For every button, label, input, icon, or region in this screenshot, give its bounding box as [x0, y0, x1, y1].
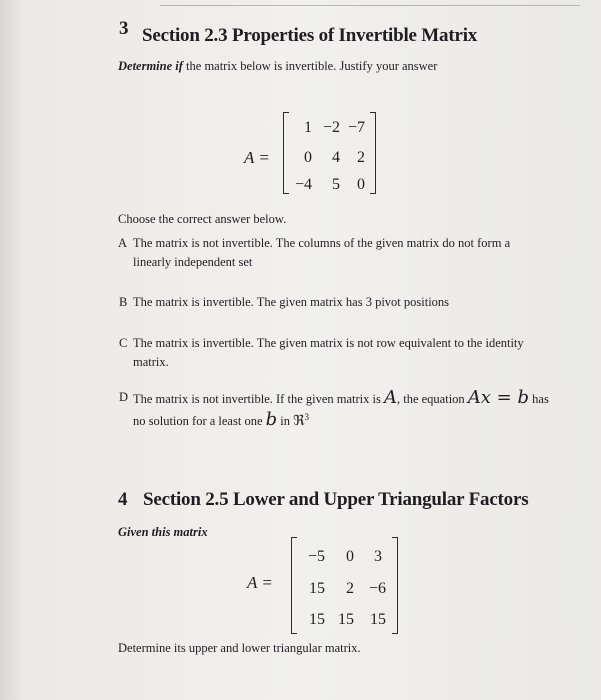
- option-d[interactable]: [119, 387, 559, 431]
- option-c[interactable]: [119, 334, 539, 369]
- q4-prompt-text: Given this matrix: [118, 525, 208, 539]
- option-c-letter: C: [119, 336, 128, 350]
- option-d-line-2: [133, 408, 309, 431]
- q4-title: Section 2.5 Lower and Upper Triangular Factors: [143, 489, 529, 510]
- option-a[interactable]: [118, 234, 538, 269]
- option-b-letter: B: [119, 295, 128, 309]
- q4-matrix-cell: 0: [346, 548, 354, 565]
- option-a-letter: A: [118, 236, 128, 250]
- q3-matrix-cell: 5: [332, 176, 340, 193]
- q3-matrix-cell: −7: [347, 119, 365, 136]
- option-b-text: The matrix is invertible. The given matrix has 3 pivot positions: [133, 295, 450, 309]
- option-a-text: The matrix is not invertible. The columns of the given matrix do not form a linearly independent set: [133, 236, 511, 269]
- q3-matrix-cell: 1: [304, 119, 312, 136]
- option-d-text-3: has: [532, 392, 549, 406]
- q3-matrix-cell: 2: [357, 149, 365, 166]
- q4-matrix-cell: 15: [370, 611, 386, 628]
- q3-prompt: [118, 59, 437, 74]
- page-top-rule: [160, 5, 580, 6]
- option-b[interactable]: [119, 293, 539, 312]
- option-d-var-a: A: [383, 387, 397, 408]
- q3-prompt-rest: the matrix below is invertible. Justify your answer: [186, 59, 438, 73]
- option-d-text-2: , the equation: [396, 392, 465, 406]
- q3-matrix-cell: −4: [294, 176, 312, 193]
- q3-matrix-right-bracket: [370, 112, 376, 194]
- q4-matrix-cell: 15: [338, 611, 354, 628]
- q4-matrix-cell: 15: [309, 580, 325, 597]
- q3-title: Section 2.3 Properties of Invertible Matrix: [142, 25, 478, 46]
- option-d-exponent: 3: [304, 412, 310, 422]
- q4-matrix-cell: 2: [346, 580, 354, 597]
- q4-matrix-cell: 15: [309, 611, 325, 628]
- q3-matrix-cell: 4: [332, 149, 340, 166]
- q4-prompt: [118, 525, 208, 540]
- q4-footer: Determine its upper and lower triangular matrix.: [118, 641, 361, 655]
- option-c-text: The matrix is invertible. The given matrix is not row equivalent to the identity matrix.: [133, 336, 524, 369]
- option-d-text-1: The matrix is not invertible. If the given matrix is: [133, 392, 381, 406]
- option-d-text-5: in: [280, 414, 291, 429]
- option-d-letter: D: [119, 390, 129, 404]
- q3-choose-label: Choose the correct answer below.: [118, 212, 287, 226]
- q4-matrix-left-bracket: [291, 537, 297, 634]
- q4-matrix-label: A =: [247, 573, 273, 592]
- q3-matrix-cell: 0: [357, 176, 365, 193]
- option-d-var-b: b: [265, 409, 278, 431]
- option-d-text-4: no solution for a least one: [133, 414, 263, 429]
- q4-matrix-right-bracket: [392, 537, 398, 634]
- option-d-space-symbol: ℜ: [293, 413, 305, 430]
- q4-matrix-cell: −6: [368, 580, 386, 597]
- q3-prompt-lead: Determine if: [118, 59, 183, 73]
- q3-matrix-cell: −2: [322, 119, 340, 136]
- q3-matrix-cell: 0: [304, 149, 312, 166]
- q3-matrix-label: A =: [244, 148, 270, 167]
- option-d-equation: Ax = b: [467, 387, 530, 408]
- option-d-line-1: [133, 388, 549, 409]
- q4-matrix-cell: 3: [374, 548, 382, 565]
- q4-matrix-cell: −5: [307, 548, 325, 565]
- q3-number: 3: [119, 18, 129, 39]
- q4-number: 4: [118, 489, 128, 510]
